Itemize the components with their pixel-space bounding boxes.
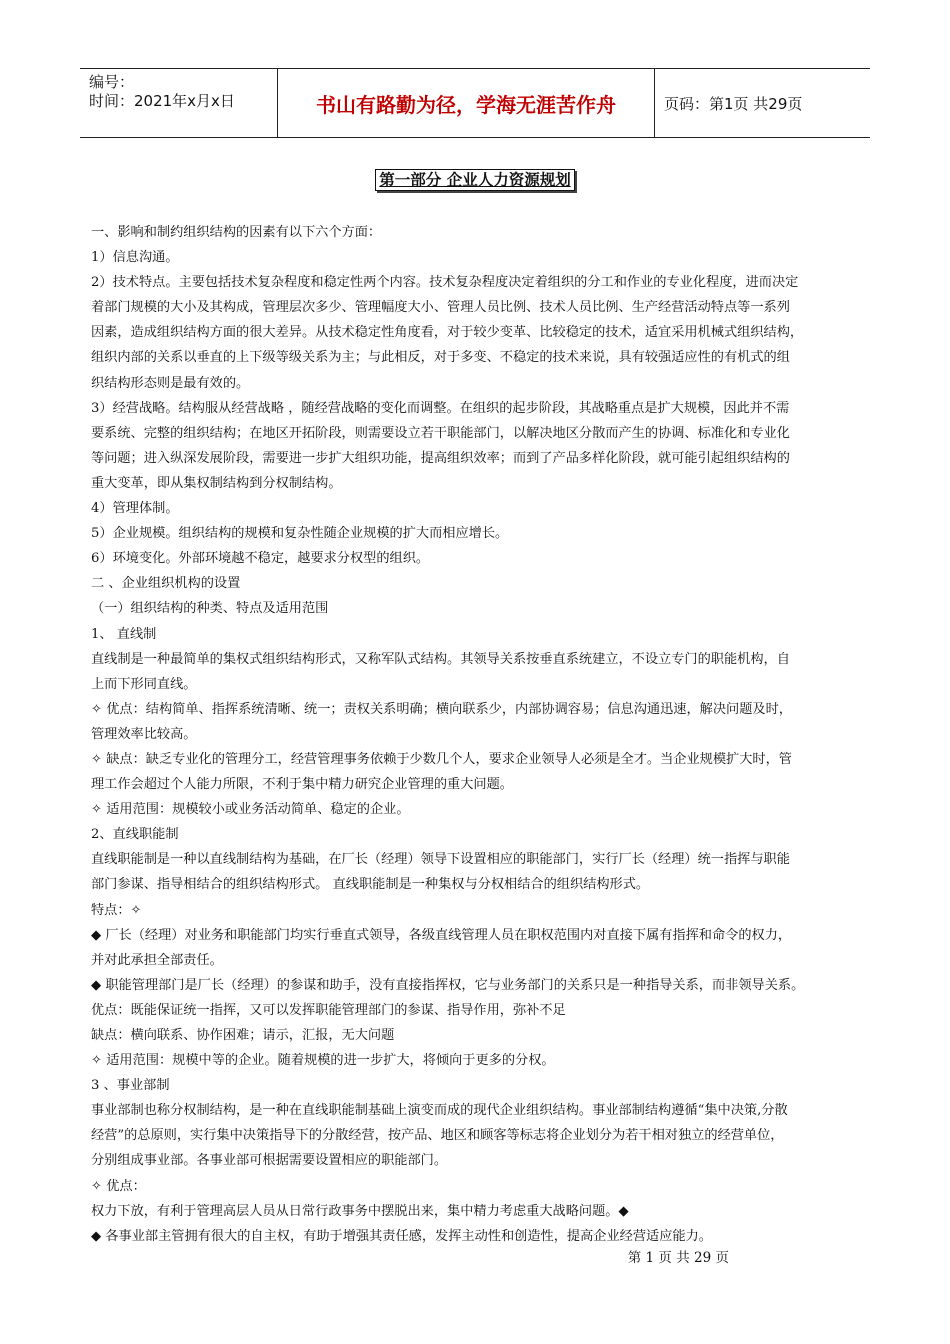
text-line: 经营”的总原则，实行集中决策指导下的分散经营，按产品、地区和顾客等标志将企业划分为若干相对独立的经营单位，: [91, 1128, 784, 1144]
text-line: （一）组织结构的种类、特点及适用范围: [91, 601, 329, 617]
text-line: 分别组成事业部。各事业部可根据需要设置相应的职能部门。: [91, 1153, 448, 1169]
text-line: 特点：✧: [91, 902, 142, 918]
section-title-wrap: [0, 168, 950, 190]
text-line: 5）企业规模。组织结构的规模和复杂性随企业规模的扩大而相应增长。: [91, 526, 509, 542]
text-line: 理工作会超过个人能力所限，不利于集中精力研究企业管理的重大问题。: [91, 777, 513, 793]
text-line: 直线职能制是一种以直线制结构为基础，在厂长（经理）领导下设置相应的职能部门，实行厂长（经理）统一指挥与职能: [91, 852, 790, 868]
text-line: 重大变革，即从集权制结构到分权制结构。: [91, 475, 342, 491]
text-line: 组织内部的关系以垂直的上下级等级关系为主；与此相反，对于多变、不稳定的技术来说，具有较强适应性的有机式的组: [91, 350, 790, 366]
text-line: 着部门规模的大小及其构成，管理层次多少、管理幅度大小、管理人员比例、技术人员比例、生产经营活动特点等一系列: [91, 300, 790, 316]
text-line: ◆ 各事业部主管拥有很大的自主权，有助于增强其责任感，发挥主动性和创造性，提高企业经营适应能力。: [91, 1228, 712, 1244]
text-line: ✧ 适用范围：规模较小或业务活动简单、稳定的企业。: [91, 802, 410, 818]
text-line: 事业部制也称分权制结构，是一种在直线职能制基础上演变而成的现代企业组织结构。事业部制结构遵循“集中决策,分散: [91, 1103, 788, 1119]
text-line: ◆ 厂长（经理）对业务和职能部门均实行垂直式领导，各级直线管理人员在职权范围内对直接下属有指挥和命令的权力，: [91, 927, 792, 943]
motto-text: 书山有路勤为径，学海无涯苦作舟: [316, 92, 616, 117]
text-line: 6）环境变化。外部环境越不稳定，越要求分权型的组织。: [91, 551, 430, 567]
text-line: 1、 直线制: [91, 626, 157, 642]
text-line: 要系统、完整的组织结构；在地区开拓阶段，则需要设立若干职能部门，以解决地区分散而产生的协调、标准化和专业化: [91, 425, 790, 441]
time-label: 时间：2021年x月x日: [89, 92, 235, 110]
text-line: 2、直线职能制: [91, 827, 179, 843]
text-line: 上而下形同直线。: [91, 676, 197, 692]
text-line: ✧ 适用范围：规模中等的企业。随着规模的进一步扩大，将倾向于更多的分权。: [91, 1053, 555, 1069]
text-line: 等问题；进入纵深发展阶段，需要进一步扩大组织功能，提高组织效率；而到了产品多样化阶段，就可能引起组织结构的: [91, 450, 790, 466]
text-line: 织结构形态则是最有效的。: [91, 375, 250, 391]
text-line: 二 、企业组织机构的设置: [91, 576, 241, 592]
text-line: 因素，造成组织结构方面的很大差异。从技术稳定性角度看，对于较少变革、比较稳定的技术，适宜采用机械式组织结构，: [91, 325, 804, 341]
text-line: 缺点：横向联系、协作困难；请示，汇报，无大问题: [91, 1028, 395, 1043]
text-line: 4）管理体制。: [91, 501, 179, 517]
text-line: 3 、事业部制: [91, 1078, 170, 1094]
text-line: 管理效率比较高。: [91, 726, 197, 742]
section-title: 第一部分 企业人力资源规划: [375, 169, 574, 191]
text-line: 2）技术特点。主要包括技术复杂程度和稳定性两个内容。技术复杂程度决定着组织的分工和作业的专业化程度，进而决定: [91, 275, 799, 291]
text-line: 部门参谋、指导相结合的组织结构形式。 直线职能制是一种集权与分权相结合的组织结构形式。: [91, 877, 650, 893]
text-line: ◆ 职能管理部门是厂长（经理）的参谋和助手，没有直接指挥权，它与业务部门的关系只是一种指导关系，而非领导关系。: [91, 977, 805, 993]
page-code: 页码：第1页 共29页: [664, 94, 803, 113]
text-line: 一、影响和制约组织结构的因素有以下六个方面：: [91, 225, 382, 240]
text-line: ✧ 缺点：缺乏专业化的管理分工，经营管理事务依赖于少数几个人，要求企业领导人必须是全才。当企业规模扩大时，管: [91, 751, 792, 767]
text-line: ✧ 优点：: [91, 1178, 146, 1194]
text-line: 1）信息沟通。: [91, 250, 179, 266]
header-table: [80, 68, 870, 138]
header-left-cell: [80, 69, 276, 137]
text-line: 权力下放，有利于管理高层人员从日常行政事务中摆脱出来，集中精力考虑重大战略问题。◆: [91, 1203, 629, 1219]
text-line: 直线制是一种最简单的集权式组织结构形式，又称军队式结构。其领导关系按垂直系统建立，不设立专门的职能机构，自: [91, 651, 790, 667]
page-code-cell: [654, 69, 870, 137]
text-line: 3）经营战略。结构服从经营战略 ，随经营战略的变化而调整。在组织的起步阶段，其战略重点是扩大规模，因此并不需: [91, 400, 790, 416]
text-line: ✧ 优点：结构简单、指挥系统清晰、统一；责权关系明确；横向联系少，内部协调容易；信息沟通迅速，解决问题及时，: [91, 701, 792, 717]
text-line: 并对此承担全部责任。: [91, 952, 223, 968]
number-label: 编号：: [89, 73, 135, 91]
motto-cell: [277, 69, 655, 137]
document-body: [91, 220, 869, 1249]
page-footer: 第 1 页 共 29 页: [627, 1250, 729, 1266]
text-line: 优点：既能保证统一指挥，又可以发挥职能管理部门的参谋、指导作用，弥补不足: [91, 1002, 566, 1018]
